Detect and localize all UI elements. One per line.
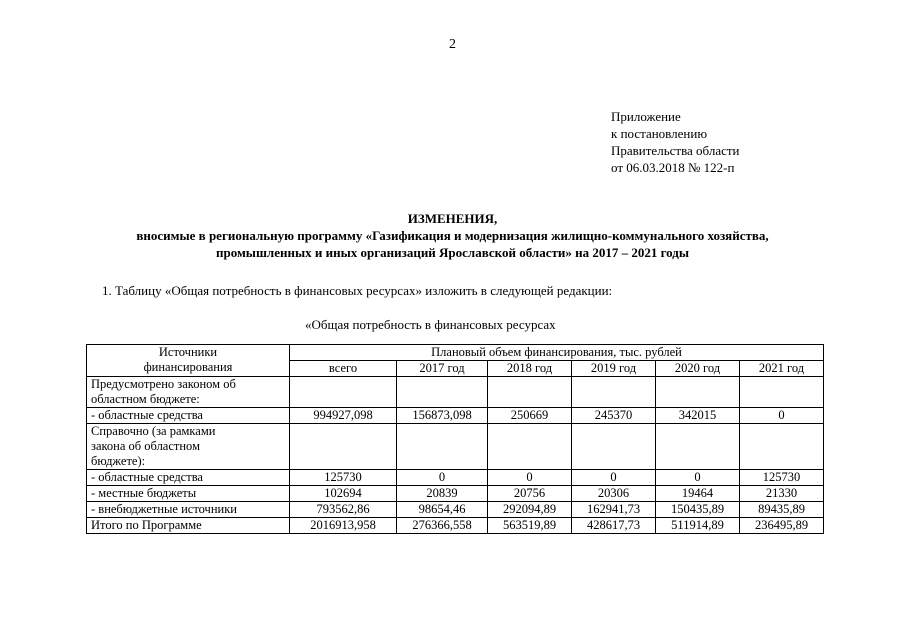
table-cell: 292094,89 (488, 502, 572, 518)
section-label-text: бюджете): (91, 454, 146, 468)
table-cell: 428617,73 (572, 518, 656, 534)
empty-cell (740, 424, 824, 470)
section-label-cell (87, 424, 290, 470)
instruction-paragraph: 1. Таблицу «Общая потребность в финансовых ресурсах» изложить в следующей редакции: (102, 283, 613, 298)
appendix-line: от 06.03.2018 № 122-п (611, 160, 735, 175)
document-heading (0, 210, 905, 261)
table-cell: 20756 (488, 486, 572, 502)
empty-cell (397, 377, 488, 408)
section-label-text: Предусмотрено законом об (91, 377, 236, 391)
section-label-cell (87, 377, 290, 408)
table-cell: 511914,89 (656, 518, 740, 534)
section-label-text: закона об областном (91, 439, 200, 453)
table-row (87, 502, 824, 518)
table-cell: 0 (397, 470, 488, 486)
section-label-text: областном бюджете: (91, 392, 200, 406)
table-cell: 0 (656, 470, 740, 486)
financing-table (86, 344, 824, 534)
table-cell: 994927,098 (290, 408, 397, 424)
empty-cell (656, 377, 740, 408)
table-total-row (87, 518, 824, 534)
appendix-line: Приложение (611, 109, 681, 124)
empty-cell (656, 424, 740, 470)
table-cell: 793562,86 (290, 502, 397, 518)
appendix-line: Правительства области (611, 143, 740, 158)
table-cell: 98654,46 (397, 502, 488, 518)
heading-subtitle-line: промышленных и иных организаций Ярославской области» на 2017 – 2021 годы (215, 245, 690, 260)
empty-cell (290, 424, 397, 470)
row-label: - областные средства (87, 408, 290, 424)
row-label: - местные бюджеты (87, 486, 290, 502)
table-cell: 0 (740, 408, 824, 424)
heading-title: ИЗМЕНЕНИЯ, (407, 211, 498, 226)
column-header: 2018 год (488, 361, 572, 377)
column-header: всего (290, 361, 397, 377)
table-cell: 125730 (290, 470, 397, 486)
table-title: «Общая потребность в финансовых ресурсах (305, 317, 556, 332)
table-row (87, 408, 824, 424)
table-cell: 0 (488, 470, 572, 486)
empty-cell (488, 377, 572, 408)
table-cell: 125730 (740, 470, 824, 486)
empty-cell (290, 377, 397, 408)
table-cell: 245370 (572, 408, 656, 424)
table-cell: 20306 (572, 486, 656, 502)
table-section-row (87, 377, 824, 408)
source-header-text: финансирования (143, 360, 233, 374)
table-section-row (87, 424, 824, 470)
page-number: 2 (449, 37, 456, 52)
source-header-text: Источники (158, 345, 218, 359)
table-cell: 563519,89 (488, 518, 572, 534)
heading-subtitle-line: вносимые в региональную программу «Газификация и модернизация жилищно-коммунального хозяйства, (136, 228, 769, 243)
table-cell: 250669 (488, 408, 572, 424)
table-row (87, 470, 824, 486)
empty-cell (397, 424, 488, 470)
table-header-row (87, 345, 824, 361)
table-cell: 102694 (290, 486, 397, 502)
table-cell: 236495,89 (740, 518, 824, 534)
table-cell: 89435,89 (740, 502, 824, 518)
table-cell: 276366,558 (397, 518, 488, 534)
table-cell: 342015 (656, 408, 740, 424)
appendix-line: к постановлению (611, 126, 708, 141)
table-cell: 20839 (397, 486, 488, 502)
empty-cell (740, 377, 824, 408)
table-cell: 2016913,958 (290, 518, 397, 534)
column-header: 2020 год (656, 361, 740, 377)
section-label-text: Справочно (за рамками (91, 424, 216, 438)
table-cell: 21330 (740, 486, 824, 502)
empty-cell (572, 377, 656, 408)
table-cell: 19464 (656, 486, 740, 502)
column-header: 2017 год (397, 361, 488, 377)
empty-cell (572, 424, 656, 470)
empty-cell (488, 424, 572, 470)
table-cell: 0 (572, 470, 656, 486)
row-label: Итого по Программе (87, 518, 290, 534)
row-label: - областные средства (87, 470, 290, 486)
table-cell: 156873,098 (397, 408, 488, 424)
table-cell: 162941,73 (572, 502, 656, 518)
row-label: - внебюджетные источники (87, 502, 290, 518)
column-header: 2021 год (740, 361, 824, 377)
source-header-cell (87, 345, 290, 377)
plan-header-cell: Плановый объем финансирования, тыс. рублей (290, 345, 824, 361)
column-header: 2019 год (572, 361, 656, 377)
table-row (87, 486, 824, 502)
appendix-block (611, 108, 740, 176)
table-cell: 150435,89 (656, 502, 740, 518)
